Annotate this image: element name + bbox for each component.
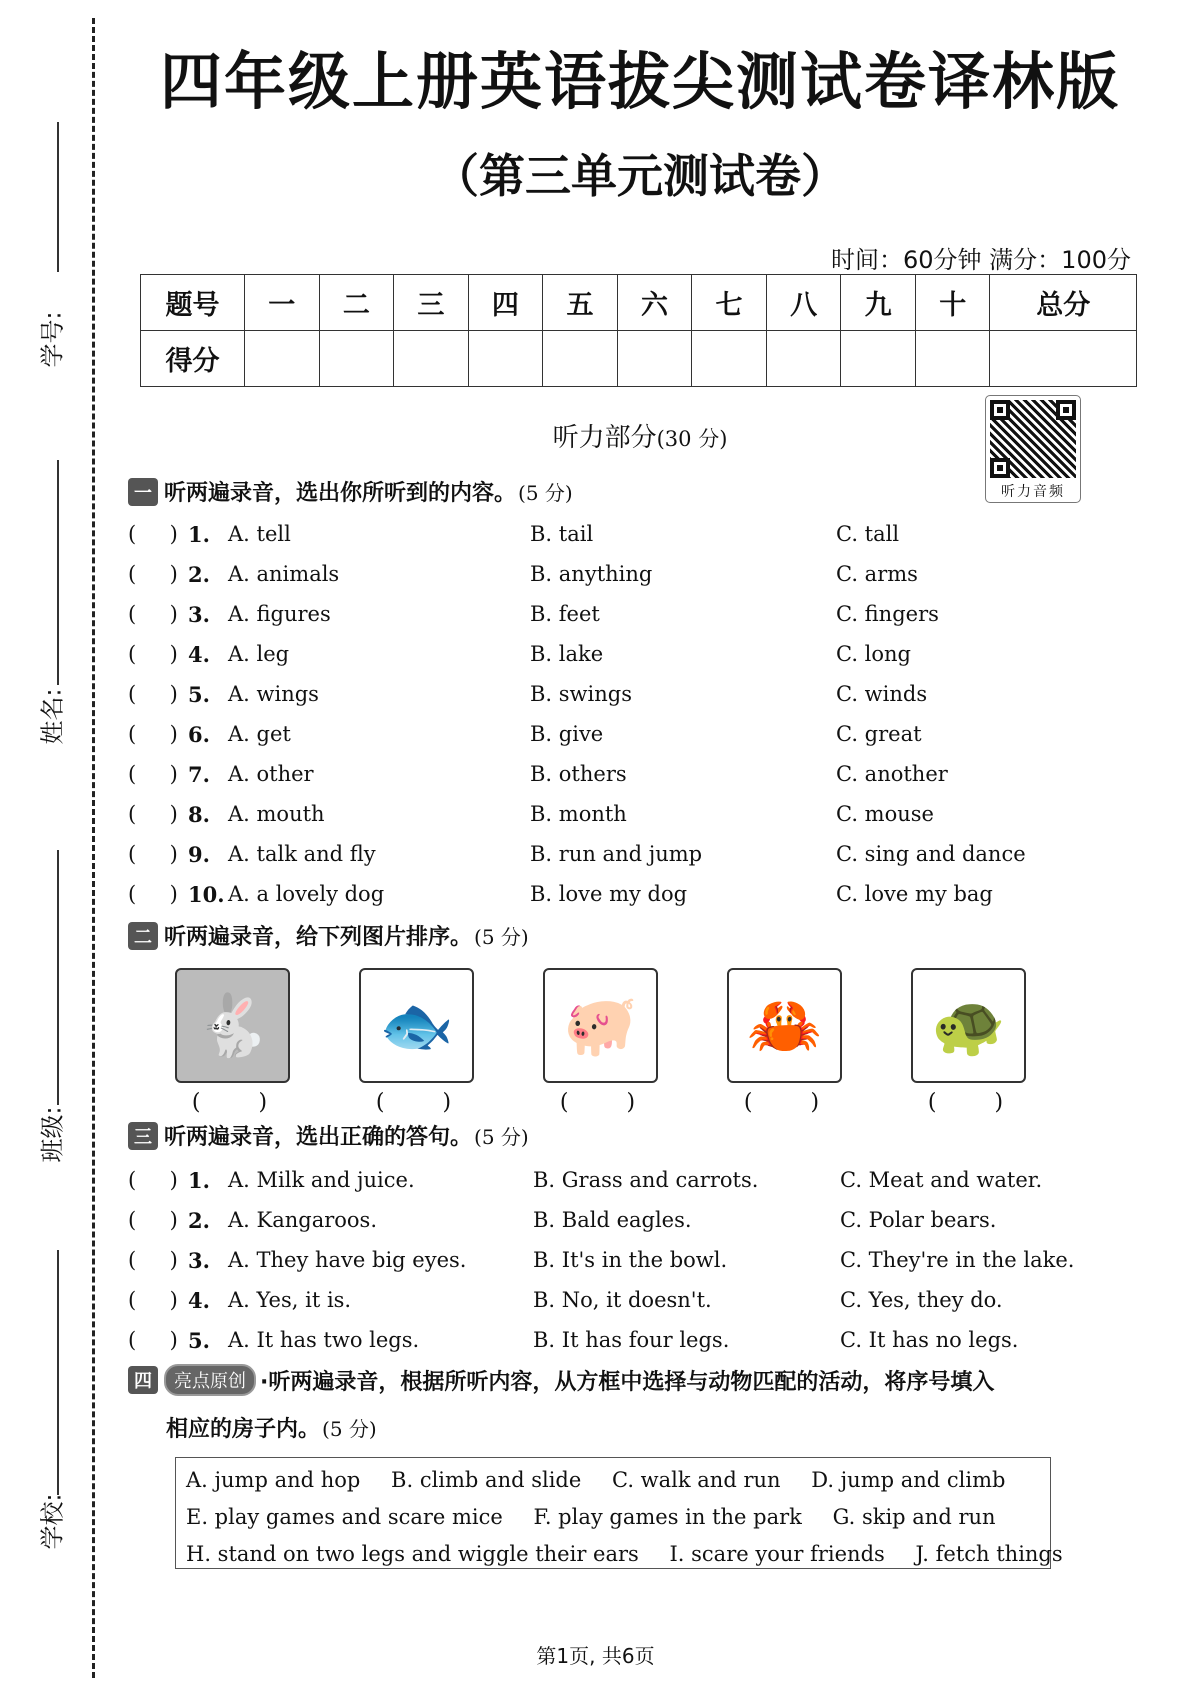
fish-icon: 🐟	[379, 991, 454, 1061]
fish-picture	[359, 968, 474, 1083]
cell-header: 四	[468, 275, 543, 331]
section-points: (5 分)	[474, 925, 529, 949]
question-number: 2.	[188, 561, 210, 587]
score-cell[interactable]	[841, 331, 916, 387]
option-a: A. They have big eyes.	[228, 1248, 467, 1272]
option-c: C. another	[836, 762, 948, 786]
word-box-line	[186, 1462, 1040, 1499]
option-a: A. tell	[228, 522, 291, 546]
score-cell[interactable]	[468, 331, 543, 387]
section-number-badge: 二	[128, 922, 158, 950]
option-c: C. Polar bears.	[840, 1208, 997, 1232]
cell-header: 九	[841, 275, 916, 331]
question-number: 5.	[188, 1327, 210, 1353]
question-row	[128, 556, 1088, 592]
score-row-label: 得分	[141, 331, 245, 387]
option-c: C. arms	[836, 562, 918, 586]
answer-blank[interactable]: ( )	[128, 1328, 178, 1352]
word-option: A. jump and hop	[186, 1468, 361, 1492]
word-box-line	[186, 1536, 1063, 1573]
word-box-line	[186, 1499, 1040, 1536]
cell-header: 一	[245, 275, 320, 331]
question-number: 9.	[188, 841, 210, 867]
question-row	[128, 716, 1088, 752]
picture-row	[175, 968, 1035, 1115]
cell-header: 二	[319, 275, 394, 331]
section-number-badge: 三	[128, 1122, 158, 1150]
option-b: B. love my dog	[530, 882, 688, 906]
answer-blank[interactable]: ( )	[128, 722, 178, 746]
option-a: A. Yes, it is.	[228, 1288, 352, 1312]
question-row	[128, 756, 1088, 792]
option-b: B. others	[530, 762, 627, 786]
page-subtitle: （第三单元测试卷）	[433, 149, 847, 203]
cell-header: 总分	[990, 275, 1137, 331]
option-c: C. long	[836, 642, 911, 666]
option-a: A. a lovely dog	[228, 882, 385, 906]
cell-header: 十	[915, 275, 990, 331]
score-cell[interactable]	[394, 331, 469, 387]
section-instruction-cont: 相应的房子内。	[166, 1417, 321, 1442]
option-b: B. anything	[530, 562, 653, 586]
option-a: A. figures	[228, 602, 331, 626]
option-a: A. Milk and juice.	[228, 1168, 415, 1192]
option-b: B. run and jump	[530, 842, 703, 866]
cell-header: 五	[543, 275, 618, 331]
question-number: 3.	[188, 1247, 210, 1273]
section4-header-line2	[166, 1412, 377, 1443]
answer-blank[interactable]: ( )	[128, 562, 178, 586]
answer-blank[interactable]: ( )	[128, 1208, 178, 1232]
section-instruction: 听两遍录音，给下列图片排序。	[164, 925, 473, 950]
question-row	[128, 876, 1088, 912]
answer-blank[interactable]: ( )	[743, 1090, 826, 1115]
section1-header	[128, 476, 573, 507]
answer-blank[interactable]: ( )	[128, 642, 178, 666]
listening-title: 听力部分	[552, 423, 657, 453]
score-table-score-row	[141, 331, 1137, 387]
option-b: B. swings	[530, 682, 632, 706]
answer-blank[interactable]: ( )	[128, 1288, 178, 1312]
score-cell[interactable]	[915, 331, 990, 387]
score-cell[interactable]	[319, 331, 394, 387]
turtle-picture	[911, 968, 1026, 1083]
name-line[interactable]	[57, 460, 59, 685]
question-number: 6.	[188, 721, 210, 747]
question-number: 10.	[188, 881, 225, 907]
answer-blank[interactable]: ( )	[128, 882, 178, 906]
question-number: 5.	[188, 681, 210, 707]
section-instruction: ·听两遍录音，根据所听内容，从方框中选择与动物匹配的活动，将序号填入	[260, 1369, 995, 1395]
score-cell[interactable]	[617, 331, 692, 387]
rabbit-picture	[175, 968, 290, 1083]
school-label: 学校:	[38, 1493, 67, 1550]
answer-blank[interactable]: ( )	[128, 1168, 178, 1192]
question-number: 3.	[188, 601, 210, 627]
page-footer: 第1页, 共6页	[536, 1644, 655, 1668]
answer-blank[interactable]: ( )	[559, 1090, 642, 1115]
question-number: 8.	[188, 801, 210, 827]
section3-header	[128, 1120, 529, 1151]
answer-blank[interactable]: ( )	[128, 842, 178, 866]
word-option: I. scare your friends	[669, 1542, 885, 1566]
section-points: (5 分)	[518, 481, 573, 505]
score-cell[interactable]	[692, 331, 767, 387]
name-label: 姓名:	[38, 688, 67, 745]
student-id-label: 学号:	[38, 311, 67, 368]
option-c: C. Meat and water.	[840, 1168, 1043, 1192]
option-a: A. It has two legs.	[228, 1328, 420, 1352]
crab-icon: 🦀	[747, 991, 822, 1061]
option-b: B. It's in the bowl.	[533, 1248, 728, 1272]
answer-blank[interactable]: ( )	[128, 802, 178, 826]
qr-label: 听力音频	[1001, 484, 1065, 500]
qr-code-box[interactable]	[985, 395, 1081, 503]
score-cell[interactable]	[245, 331, 320, 387]
option-b: B. give	[530, 722, 604, 746]
score-cell[interactable]	[766, 331, 841, 387]
question-row	[128, 596, 1088, 632]
question-number: 1.	[188, 521, 210, 547]
page-title: 四年级上册英语拔尖测试卷译林版	[159, 45, 1120, 118]
option-c: C. love my bag	[836, 882, 993, 906]
question-row	[128, 1242, 1088, 1278]
listening-points: (30 分)	[656, 427, 728, 451]
section-points: (5 分)	[322, 1417, 377, 1441]
cell-header: 六	[617, 275, 692, 331]
qr-code-icon	[990, 400, 1076, 478]
score-cell[interactable]	[543, 331, 618, 387]
word-option: E. play games and scare mice	[186, 1505, 503, 1529]
score-table	[140, 274, 1137, 387]
turtle-icon: 🐢	[931, 991, 1006, 1061]
option-b: B. tail	[530, 522, 594, 546]
option-b: B. Grass and carrots.	[533, 1168, 759, 1192]
question-row	[128, 836, 1088, 872]
word-option: H. stand on two legs and wiggle their ears	[186, 1542, 639, 1566]
class-line[interactable]	[57, 850, 59, 1105]
pig-picture	[543, 968, 658, 1083]
binding-dashed-line	[92, 18, 95, 1678]
option-b: B. month	[530, 802, 627, 826]
word-option: G. skip and run	[832, 1505, 996, 1529]
question-row	[128, 1202, 1088, 1238]
cell-header: 三	[394, 275, 469, 331]
cell-header: 七	[692, 275, 767, 331]
answer-blank[interactable]: ( )	[927, 1090, 1010, 1115]
option-b: B. No, it doesn't.	[533, 1288, 712, 1312]
option-a: A. leg	[228, 642, 290, 666]
section-number-badge: 一	[128, 478, 158, 506]
option-c: C. sing and dance	[836, 842, 1026, 866]
question-row	[128, 1282, 1088, 1318]
option-c: C. Yes, they do.	[840, 1288, 1003, 1312]
answer-blank[interactable]: ( )	[128, 762, 178, 786]
answer-blank[interactable]: ( )	[128, 522, 178, 546]
option-c: C. mouse	[836, 802, 934, 826]
answer-blank[interactable]: ( )	[375, 1090, 458, 1115]
section-number-badge: 四	[128, 1366, 158, 1394]
original-badge: 亮点原创	[164, 1364, 256, 1396]
answer-blank[interactable]: ( )	[128, 682, 178, 706]
section4-header	[128, 1364, 994, 1396]
crab-picture	[727, 968, 842, 1083]
question-row	[128, 676, 1088, 712]
option-a: A. other	[228, 762, 314, 786]
option-a: A. Kangaroos.	[228, 1208, 377, 1232]
word-option: C. walk and run	[612, 1468, 781, 1492]
option-a: A. talk and fly	[228, 842, 376, 866]
option-c: C. winds	[836, 682, 928, 706]
word-box	[175, 1457, 1063, 1569]
time-info: 时间：60分钟 满分：100分	[831, 246, 1131, 274]
pig-icon: 🐖	[563, 991, 638, 1061]
option-a: A. wings	[228, 682, 319, 706]
answer-blank[interactable]: ( )	[128, 1248, 178, 1272]
question-row	[128, 636, 1088, 672]
section-instruction: 听两遍录音，选出正确的答句。	[164, 1125, 473, 1150]
answer-blank[interactable]: ( )	[128, 602, 178, 626]
question-row	[128, 516, 1088, 552]
student-id-line[interactable]	[57, 122, 59, 272]
question-number: 4.	[188, 641, 210, 667]
answer-blank[interactable]: ( )	[191, 1090, 274, 1115]
score-cell[interactable]	[990, 331, 1137, 387]
word-option: D. jump and climb	[811, 1468, 1006, 1492]
option-c: C. It has no legs.	[840, 1328, 1019, 1352]
school-line[interactable]	[57, 1250, 59, 1495]
option-c: C. They're in the lake.	[840, 1248, 1075, 1272]
word-option: F. play games in the park	[533, 1505, 802, 1529]
option-a: A. mouth	[228, 802, 325, 826]
option-a: A. animals	[228, 562, 340, 586]
question-row	[128, 796, 1088, 832]
cell-header: 八	[766, 275, 841, 331]
question-number: 4.	[188, 1287, 210, 1313]
question-row	[128, 1162, 1088, 1198]
question-number: 7.	[188, 761, 210, 787]
section-points: (5 分)	[474, 1125, 529, 1149]
question-row	[128, 1322, 1088, 1358]
option-b: B. Bald eagles.	[533, 1208, 692, 1232]
class-label: 班级:	[38, 1106, 67, 1163]
word-option: B. climb and slide	[391, 1468, 582, 1492]
section2-header	[128, 920, 529, 951]
option-b: B. lake	[530, 642, 604, 666]
cell-header: 题号	[141, 275, 245, 331]
section-instruction: 听两遍录音，选出你所听到的内容。	[164, 481, 517, 506]
question-number: 1.	[188, 1167, 210, 1193]
option-b: B. feet	[530, 602, 600, 626]
option-c: C. tall	[836, 522, 900, 546]
question-number: 2.	[188, 1207, 210, 1233]
option-a: A. get	[228, 722, 291, 746]
score-table-header-row	[141, 275, 1137, 331]
option-c: C. great	[836, 722, 922, 746]
option-c: C. fingers	[836, 602, 939, 626]
rabbit-icon: 🐇	[195, 991, 270, 1061]
option-b: B. It has four legs.	[533, 1328, 730, 1352]
word-option: J. fetch things	[915, 1542, 1063, 1566]
